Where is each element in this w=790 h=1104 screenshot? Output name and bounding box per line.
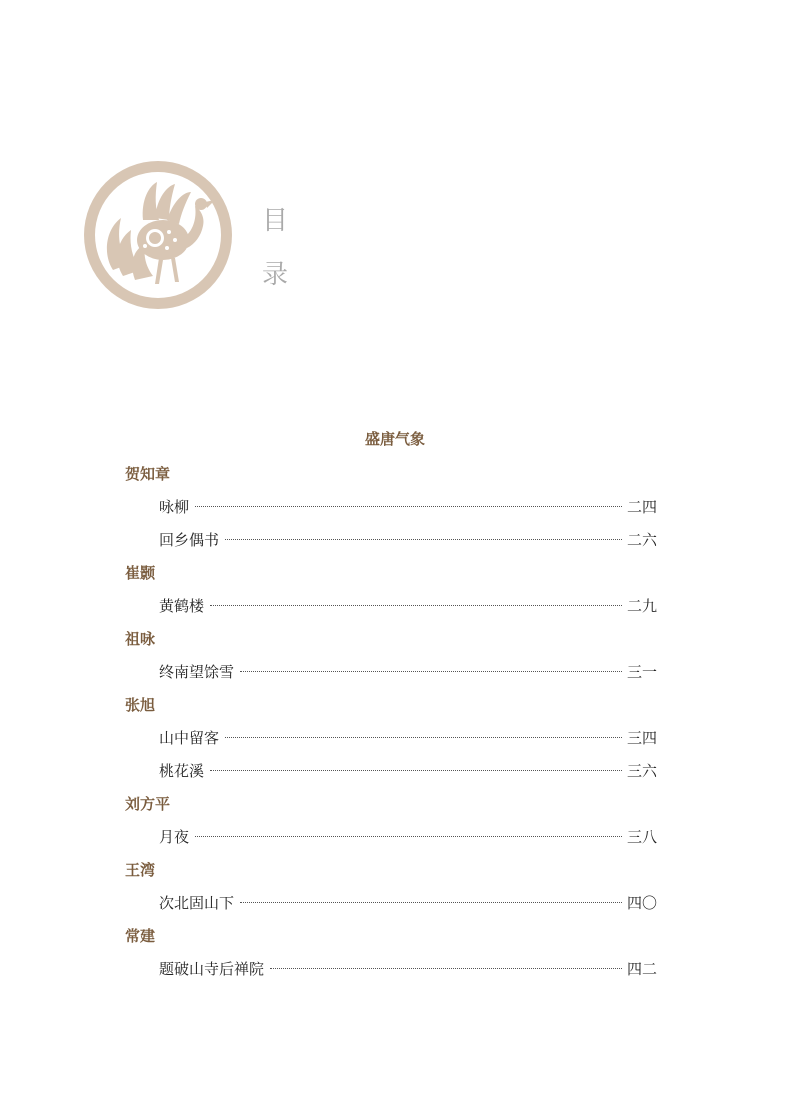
toc-entry[interactable] bbox=[125, 953, 657, 986]
table-of-contents bbox=[125, 458, 657, 986]
toc-entry[interactable] bbox=[125, 755, 657, 788]
toc-author: 张旭 bbox=[125, 696, 156, 714]
toc-entry[interactable] bbox=[125, 722, 657, 755]
toc-entry-page: 三四 bbox=[626, 729, 657, 747]
dot-leader bbox=[225, 538, 622, 540]
toc-entry-title: 桃花溪 bbox=[159, 762, 205, 780]
toc-entry-title: 山中留客 bbox=[159, 729, 220, 747]
toc-entry-title: 月夜 bbox=[159, 828, 190, 846]
toc-entry-page: 三六 bbox=[626, 762, 657, 780]
toc-entry[interactable] bbox=[125, 656, 657, 689]
toc-entry-page: 四〇 bbox=[626, 894, 657, 912]
page-title-char-2: 录 bbox=[262, 260, 289, 290]
toc-entry[interactable] bbox=[125, 887, 657, 920]
toc-entry-page: 二九 bbox=[626, 597, 657, 615]
page-title-char-1: 目 bbox=[262, 206, 289, 236]
toc-entry-page: 三八 bbox=[626, 828, 657, 846]
toc-author: 刘方平 bbox=[125, 795, 171, 813]
toc-entry[interactable] bbox=[125, 590, 657, 623]
dot-leader bbox=[240, 670, 622, 672]
toc-entry[interactable] bbox=[125, 491, 657, 524]
toc-author: 王湾 bbox=[125, 861, 156, 879]
dot-leader bbox=[225, 736, 622, 738]
dot-leader bbox=[195, 505, 622, 507]
toc-entry-title: 咏柳 bbox=[159, 498, 190, 516]
toc-entry-page: 二四 bbox=[626, 498, 657, 516]
toc-entry-page: 二六 bbox=[626, 531, 657, 549]
section-title: 盛唐气象 bbox=[364, 430, 425, 448]
dot-leader bbox=[270, 967, 622, 969]
toc-entry-title: 黄鹤楼 bbox=[159, 597, 205, 615]
toc-author: 崔颢 bbox=[125, 564, 156, 582]
dot-leader bbox=[210, 769, 622, 771]
toc-entry-page: 四二 bbox=[626, 960, 657, 978]
toc-author: 常建 bbox=[125, 927, 156, 945]
toc-entry-title: 题破山寺后禅院 bbox=[159, 960, 265, 978]
phoenix-seal-icon bbox=[83, 160, 233, 310]
toc-author: 祖咏 bbox=[125, 630, 156, 648]
toc-entry[interactable] bbox=[125, 821, 657, 854]
toc-entry[interactable] bbox=[125, 524, 657, 557]
toc-entry-title: 次北固山下 bbox=[159, 894, 235, 912]
toc-entry-title: 终南望馀雪 bbox=[159, 663, 235, 681]
dot-leader bbox=[195, 835, 622, 837]
toc-entry-title: 回乡偶书 bbox=[159, 531, 220, 549]
dot-leader bbox=[210, 604, 622, 606]
toc-entry-page: 三一 bbox=[626, 663, 657, 681]
toc-author: 贺知章 bbox=[125, 465, 171, 483]
dot-leader bbox=[240, 901, 622, 903]
